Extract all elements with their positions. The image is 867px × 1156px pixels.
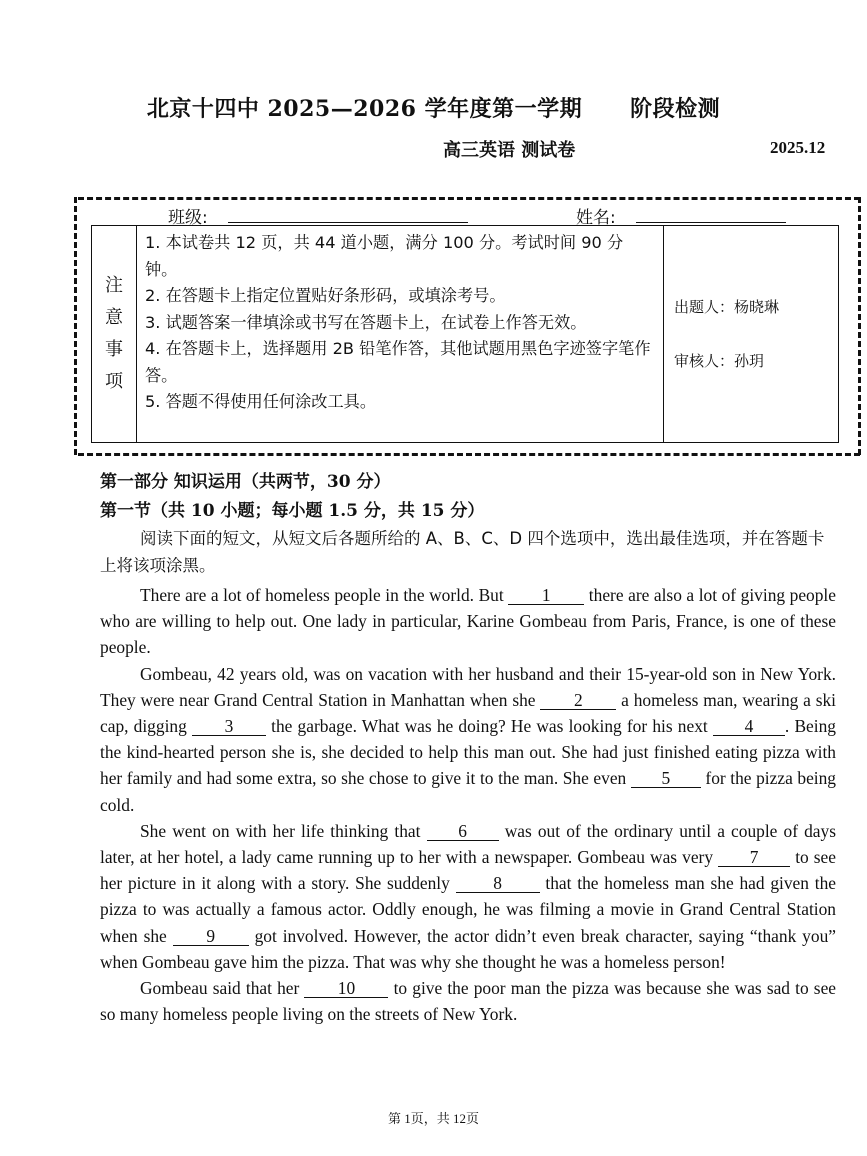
part-heading: 第一部分 知识运用（共两节，30 分）: [100, 472, 391, 492]
answer-blank: 9: [173, 927, 249, 946]
dashed-border-bottom: [78, 453, 860, 456]
notice-rule: 4. 在答题卡上，选择题用 2B 铅笔作答，其他试题用黑色字迹签字笔作答。: [145, 339, 651, 385]
answer-blank: 7: [718, 848, 790, 867]
notice-head-char: 意: [105, 307, 123, 328]
notice-table: [91, 225, 839, 443]
answer-blank: 6: [427, 822, 499, 841]
notice-rule: 2. 在答题卡上指定位置贴好条形码，或填涂考号。: [145, 286, 506, 305]
reading-passage: [100, 582, 836, 1027]
class-label: 班级:: [168, 208, 208, 228]
notice-rule: 1. 本试卷共 12 页，共 44 道小题，满分 100 分。考试时间 90 分钟。: [145, 233, 624, 279]
passage-paragraph: She went on with her life thinking that 6 was out of the ordinary until a couple of days later, at her hotel, a lady came running up to her with a newspaper. Gombeau was very 7 to see her picture in it along with a story. She suddenly 8 that the homeless man she had given the pizza to was actually a famous actor. Oddly enough, he was filming a movie in Grand Central Station when she 9 got involved. However, the actor didn’t even break character, saying “thank you” when Gombeau gave him the pizza. That was why she thought he was a homeless person!: [100, 820, 836, 972]
notice-head-char: 项: [105, 371, 123, 392]
answer-blank: 8: [456, 874, 540, 893]
notice-staff: [664, 226, 839, 443]
exam-title-main: 北京十四中 2025—2026 学年度第一学期: [146, 96, 583, 122]
passage-paragraph: Gombeau, 42 years old, was on vacation with her husband and their 15-year-old son in New York. They were near Grand Central Station in Manhattan when she 2 a homeless man, wearing a ski cap, digging 3 the garbage. What was he doing? He was looking for his next 4 . Being the kind-hearted person she is, she decided to help this man out. She had just finished eating pizza with her family and had some extra, so she chose to give it to the man. She even 5 for the pizza being cold.: [100, 663, 837, 815]
answer-blank: 3: [192, 717, 266, 736]
notice-rule: 5. 答题不得使用任何涂改工具。: [145, 392, 377, 411]
page-number: 第 1页，共 12页: [387, 1111, 479, 1126]
dashed-border-left: [74, 197, 77, 455]
section-instruction: 阅读下面的短文，从短文后各题所给的 A、B、C、D 四个选项中，选出最佳选项，并在答题卡上将该项涂黑。: [100, 529, 825, 575]
reviewer-name: 审核人：孙玥: [674, 352, 765, 370]
class-field[interactable]: [228, 222, 468, 223]
dashed-border-top: [78, 197, 860, 200]
exam-title: [0, 92, 867, 123]
passage-paragraph: Gombeau said that her 10 to give the poor man the pizza was because she was sad to see so many homeless people living on the streets of New York.: [100, 978, 837, 1025]
exam-subtitle: 高三英语 测试卷: [443, 140, 576, 161]
author-name: 出题人：杨晓琳: [674, 298, 780, 316]
dashed-border-right: [858, 197, 861, 455]
exam-date: 2025.12: [770, 138, 826, 157]
answer-blank: 1: [508, 586, 584, 605]
answer-blank: 5: [631, 769, 701, 788]
exam-title-type: 阶段检测: [630, 96, 721, 122]
notice-head-char: 事: [105, 339, 123, 360]
notice-head-char: 注: [105, 275, 123, 296]
name-field[interactable]: [636, 222, 786, 223]
answer-blank: 10: [304, 979, 388, 998]
section-heading: 第一节（共 10 小题；每小题 1.5 分，共 15 分）: [100, 501, 485, 521]
notice-rules: [137, 226, 664, 443]
passage-paragraph: There are a lot of homeless people in the world. But 1 there are also a lot of giving people who are willing to help out. One lady in particular, Karine Gombeau from Paris, France, is one of these people.: [100, 585, 836, 658]
notice-heading: [92, 226, 137, 443]
answer-blank: 4: [713, 717, 785, 736]
notice-rule: 3. 试题答案一律填涂或书写在答题卡上，在试卷上作答无效。: [145, 312, 587, 332]
name-label: 姓名:: [576, 208, 616, 228]
answer-blank: 2: [540, 691, 616, 710]
